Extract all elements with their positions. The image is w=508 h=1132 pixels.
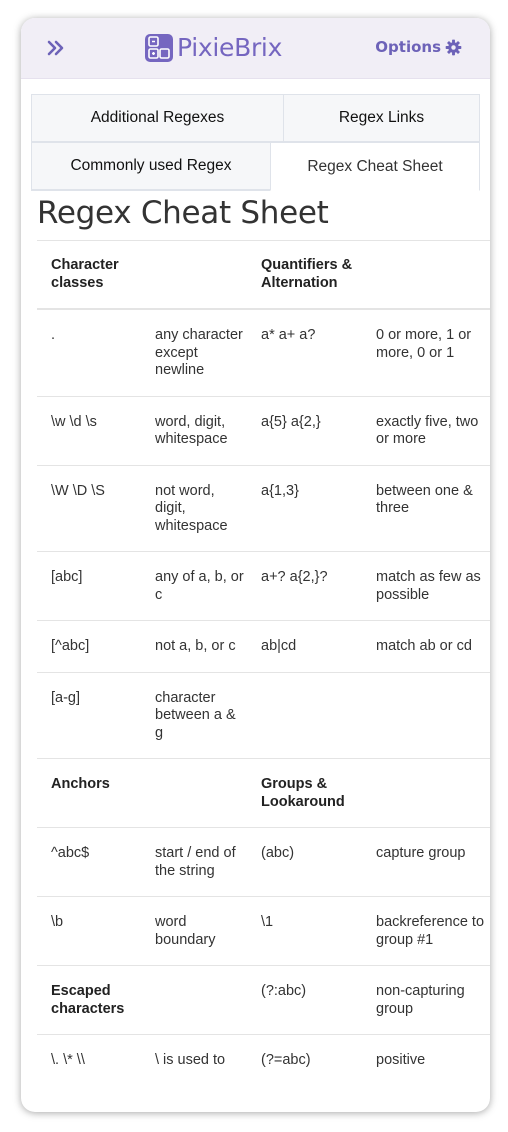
description-cell: between one & three	[362, 465, 490, 552]
description-cell: 0 or more, 1 or more, 0 or 1	[362, 309, 490, 396]
pattern-cell: a* a+ a?	[247, 309, 362, 396]
description-cell: non-capturing group	[362, 966, 490, 1035]
pattern-cell: [abc]	[37, 552, 141, 621]
description-cell: word boundary	[141, 897, 247, 966]
description-cell: exactly five, two or more	[362, 396, 490, 465]
pattern-cell: \b	[37, 897, 141, 966]
header-character-classes: Character classes	[51, 257, 119, 291]
pattern-cell: [a-g]	[37, 672, 141, 759]
description-cell: positive	[362, 1035, 490, 1086]
section-heading-escaped: Escaped characters	[37, 966, 141, 1035]
options-label: Options	[375, 38, 441, 56]
description-cell: any character except newline	[141, 309, 247, 396]
cheat-sheet-content	[37, 193, 490, 1086]
brand-name: PixieBrix	[177, 33, 283, 62]
pattern-cell: (?=abc)	[247, 1035, 362, 1086]
cheat-sheet-table	[37, 241, 490, 1086]
section-heading-empty	[362, 759, 490, 828]
description-cell: word, digit, whitespace	[141, 396, 247, 465]
pattern-cell: [^abc]	[37, 621, 141, 673]
table-row	[37, 552, 490, 621]
description-cell: match ab or cd	[362, 621, 490, 673]
pattern-cell: (abc)	[247, 828, 362, 897]
pattern-cell	[247, 672, 362, 759]
tab-bar	[31, 94, 479, 206]
description-cell: capture group	[362, 828, 490, 897]
tab-commonly-used-regex[interactable]: Commonly used Regex	[31, 142, 271, 190]
table-row	[37, 828, 490, 897]
table-row	[37, 465, 490, 552]
section-heading-groups: Groups & Lookaround	[247, 759, 362, 828]
section-header-row	[37, 966, 490, 1035]
sidebar-panel	[21, 18, 490, 1112]
description-cell: start / end of the string	[141, 828, 247, 897]
table-header-row	[37, 241, 490, 309]
table-row	[37, 309, 490, 396]
description-cell: character between a & g	[141, 672, 247, 759]
description-cell: any of a, b, or c	[141, 552, 247, 621]
header-empty	[362, 241, 490, 309]
header-empty	[141, 241, 247, 309]
tab-regex-cheat-sheet[interactable]: Regex Cheat Sheet	[270, 142, 480, 191]
description-cell: not a, b, or c	[141, 621, 247, 673]
pattern-cell: .	[37, 309, 141, 396]
pattern-cell: (?:abc)	[247, 966, 362, 1035]
header-quantifiers: Quantifiers & Alternation	[261, 257, 353, 291]
pattern-cell: a{1,3}	[247, 465, 362, 552]
description-cell: not word, digit, whitespace	[141, 465, 247, 552]
table-row	[37, 621, 490, 673]
section-header-row	[37, 759, 490, 828]
options-button[interactable]	[375, 38, 462, 56]
description-cell: \ is used to	[141, 1035, 247, 1086]
page-title: Regex Cheat Sheet	[37, 193, 490, 241]
table-row	[37, 672, 490, 759]
description-cell: backreference to group #1	[362, 897, 490, 966]
description-cell: match as few as possible	[362, 552, 490, 621]
section-heading-anchors: Anchors	[37, 759, 141, 828]
pattern-cell: \w \d \s	[37, 396, 141, 465]
table-row	[37, 897, 490, 966]
gear-icon	[445, 39, 462, 56]
pattern-cell: \1	[247, 897, 362, 966]
pattern-cell: ab|cd	[247, 621, 362, 673]
pixiebrix-logo-icon	[145, 34, 173, 62]
double-chevron-right-icon	[47, 40, 65, 56]
description-cell	[362, 672, 490, 759]
section-heading-empty	[141, 966, 247, 1035]
tab-additional-regexes[interactable]: Additional Regexes	[31, 94, 284, 142]
pattern-cell: \W \D \S	[37, 465, 141, 552]
navbar	[21, 18, 490, 79]
table-row	[37, 1035, 490, 1086]
tab-regex-links[interactable]: Regex Links	[283, 94, 480, 142]
table-row	[37, 396, 490, 465]
pattern-cell: a{5} a{2,}	[247, 396, 362, 465]
pattern-cell: \. \* \\	[37, 1035, 141, 1086]
section-heading-empty	[141, 759, 247, 828]
brand	[145, 33, 282, 63]
pattern-cell: ^abc$	[37, 828, 141, 897]
collapse-sidebar-button[interactable]	[45, 37, 67, 59]
pattern-cell: a+? a{2,}?	[247, 552, 362, 621]
